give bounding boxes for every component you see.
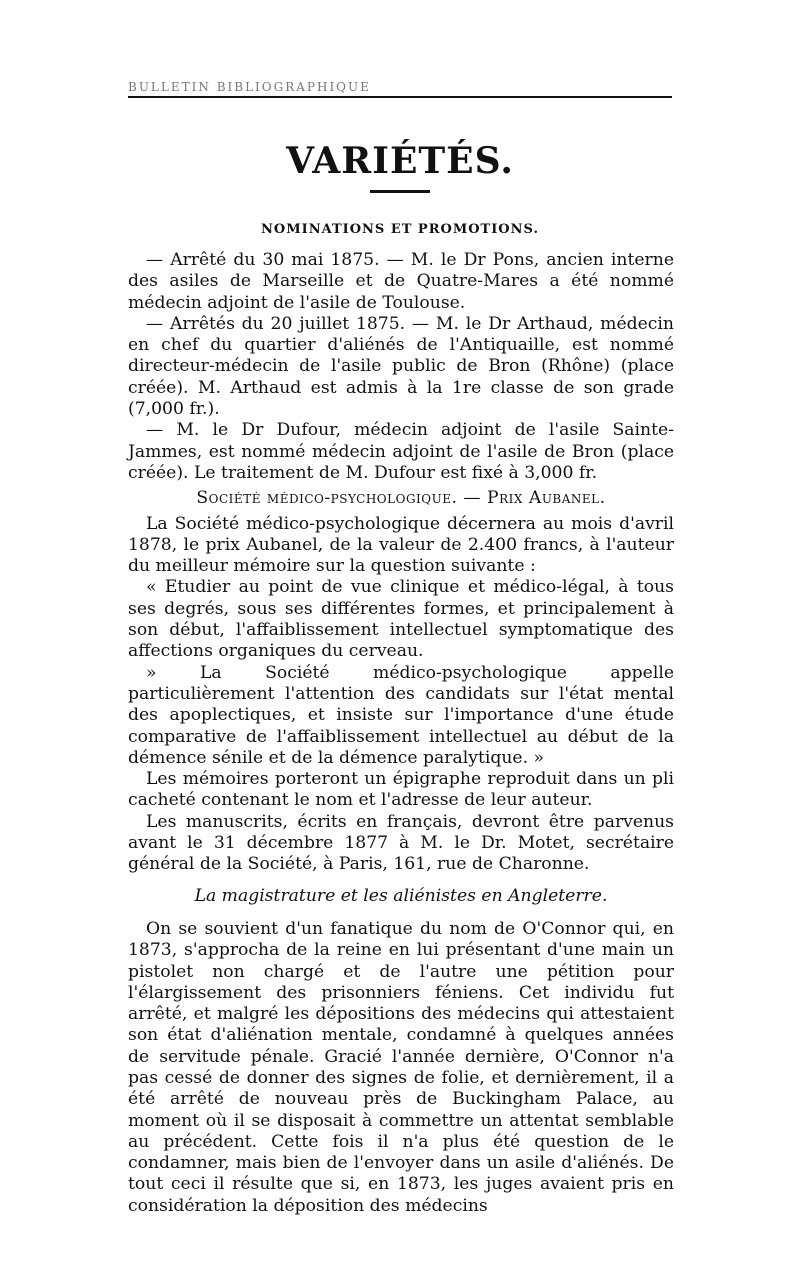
paragraph-prix-1: La Société médico-psychologique décernera au mois d'avril 1878, le prix Aubanel, de la valeur de 2.400 francs, à l'auteur du meilleur mémoire sur la question suivante :	[128, 513, 674, 577]
paragraph-arrete-juillet: — Arrêtés du 20 juillet 1875. — M. le Dr Arthaud, médecin en chef du quartier d'aliénés de l'Antiquaille, est nommé directeur-médecin de l'asile public de Bron (Rhône) (place créée). M. Arthaud est admis à la 1re classe de son grade (7,000 fr.).	[128, 313, 674, 420]
running-header: BULLETIN BIBLIOGRAPHIQUE	[128, 80, 371, 94]
paragraph-prix-2: « Etudier au point de vue clinique et médico-légal, à tous ses degrés, sous ses différentes formes, et principalement à son début, l'affaiblissement intellectuel symptomatique des affections organiques du cerveau.	[128, 577, 674, 662]
article-title: La magistrature et les aliénistes en Angleterre.	[194, 885, 608, 906]
title-rule	[370, 190, 430, 193]
paragraph-arrete-mai: — Arrêté du 30 mai 1875. — M. le Dr Pons, ancien interne des asiles de Marseille et de Quatre-Mares a été nommé médecin adjoint de l'asile de Toulouse.	[128, 250, 674, 313]
page-title: VARIÉTÉS.	[286, 140, 514, 182]
paragraph-prix-3: » La Société médico-psychologique appelle particulièrement l'attention des candidats sur l'état mental des apoplectiques, et insiste sur l'importance d'une étude comparative de l'affaiblissement intellectuel au début de la démence sénile et de la démence paralytique. »	[128, 662, 674, 768]
prix-heading: Société médico-psychologique. — Prix Aubanel.	[196, 488, 606, 509]
paragraph-article: On se souvient d'un fanatique du nom de O'Connor qui, en 1873, s'approcha de la reine en lui présentant d'une main un pistolet non chargé et de l'autre une pétition pour l'élargissement des prisonniers féniens. Cet individu fut arrêté, et malgré les dépositions des médecins qui attestaient son état d'aliénation mentale, condamné à quelques années de servitude pénale. Gracié l'année dernière, O'Connor n'a pas cessé de donner des signes de folie, et dernièrement, il a été arrêté de nouveau près de Buckingham Palace, au moment où il se disposait à commettre un attentat semblable au précédent. Cette fois il n'a plus été question de le condamner, mais bien de l'envoyer dans un asile d'aliénés. De tout ceci il résulte que si, en 1873, les juges avaient pris en considération la déposition des médecins	[128, 918, 674, 1216]
header-rule	[128, 96, 672, 98]
paragraph-prix-5: Les manuscrits, écrits en français, devront être parvenus avant le 31 décembre 1877 à M. le Dr. Motet, secrétaire général de la Société, à Paris, 161, rue de Charonne.	[128, 811, 674, 875]
paragraph-prix-4: Les mémoires porteront un épigraphe reproduit dans un pli cacheté contenant le nom et l'adresse de leur auteur.	[128, 769, 674, 811]
body-text	[128, 250, 674, 1217]
section-heading: NOMINATIONS ET PROMOTIONS.	[261, 222, 539, 237]
paragraph-dufour: — M. le Dr Dufour, médecin adjoint de l'asile Sainte-Jammes, est nommé médecin adjoint de l'asile de Bron (place créée). Le traitement de M. Dufour est fixé à 3,000 fr.	[128, 420, 674, 483]
